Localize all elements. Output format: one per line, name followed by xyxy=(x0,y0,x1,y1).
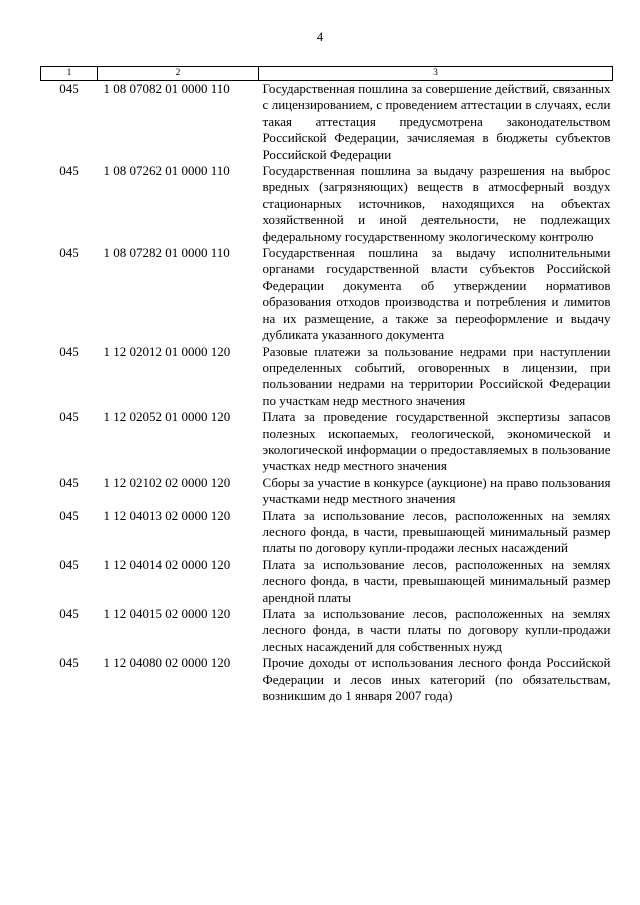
admin-code-cell: 045 xyxy=(59,655,79,671)
admin-code-cell: 045 xyxy=(59,409,79,425)
revenue-name-cell: Государственная пошлина за выдачу разрешения на выброс вредных (загрязняющих) веществ в атмосферный воздух стационарных источников, находящихся на объектах хозяйственной и иной деятельности, не подлежащих федеральному государственному экологическому контролю xyxy=(262,163,611,244)
table-row xyxy=(41,81,613,164)
revenue-codes-table xyxy=(40,66,613,704)
budget-classification-code-cell: 1 12 04014 02 0000 120 xyxy=(103,556,231,572)
admin-code-cell: 045 xyxy=(59,556,79,572)
budget-classification-code-cell: 1 08 07082 01 0000 110 xyxy=(103,81,230,96)
table-row xyxy=(41,508,613,557)
table-row xyxy=(41,606,613,655)
header-col-2: 2 xyxy=(98,67,259,81)
revenue-name-cell: Сборы за участие в конкурсе (аукционе) на право пользования участками недр местного значения xyxy=(262,474,611,507)
revenue-name-cell: Государственная пошлина за выдачу исполнительными органами государственной власти субъектов Российской Федерации документа об утверждении нормативов образования отходов производства и потребления и лимитов на их размещение, а также за переоформление и выдачу дубликата указанного документа xyxy=(262,245,611,343)
admin-code-cell: 045 xyxy=(59,507,79,523)
header-col-3: 3 xyxy=(259,67,613,81)
budget-classification-code-cell: 1 12 02012 01 0000 120 xyxy=(103,343,231,359)
admin-code-cell: 045 xyxy=(59,163,79,179)
table-row xyxy=(41,557,613,606)
admin-code-cell: 045 xyxy=(59,81,79,96)
budget-classification-code-cell: 1 08 07282 01 0000 110 xyxy=(103,245,230,261)
budget-classification-code-cell: 1 12 02102 02 0000 120 xyxy=(103,474,231,490)
budget-classification-code-cell: 1 08 07262 01 0000 110 xyxy=(103,163,230,179)
revenue-name-cell: Разовые платежи за пользование недрами при наступлении определенных событий, оговоренных в лицензии, при пользовании недрами на территории Российской Федерации по участкам недр местного значения xyxy=(262,343,611,408)
admin-code-cell: 045 xyxy=(59,474,79,490)
revenue-name-cell: Плата за использование лесов, расположенных на землях лесного фонда, в части, превышающей минимальный размер платы по договору купли-продажи лесных насаждений xyxy=(262,507,611,556)
admin-code-cell: 045 xyxy=(59,343,79,359)
page-number: 4 xyxy=(316,30,324,44)
revenue-name-cell: Плата за использование лесов, расположенных на землях лесного фонда, в части, превышающей минимальный размер арендной платы xyxy=(262,556,611,605)
table-row xyxy=(41,163,613,245)
revenue-name-cell: Плата за проведение государственной экспертизы запасов полезных ископаемых, геологической, экономической и экологической информации о предоставляемых в пользование участках недр местного значения xyxy=(262,409,611,474)
budget-classification-code-cell: 1 12 04015 02 0000 120 xyxy=(103,606,231,621)
table-header-row xyxy=(41,67,613,81)
table-row xyxy=(41,655,613,704)
revenue-name-cell: Государственная пошлина за совершение действий, связанных с лицензированием, с проведением аттестации в случаях, если такая аттестация предусмотрена законодательством Российской Федерации, зачисляемая в бюджеты субъектов Российской Федерации xyxy=(262,81,611,162)
budget-classification-code-cell: 1 12 04080 02 0000 120 xyxy=(103,655,231,671)
table-row xyxy=(41,245,613,343)
admin-code-cell: 045 xyxy=(59,606,79,621)
revenue-name-cell: Плата за использование лесов, расположенных на землях лесного фонда, в части платы по договору купли-продажи лесных насаждений для собственных нужд xyxy=(262,606,611,654)
revenue-name-cell: Прочие доходы от использования лесного фонда Российской Федерации и лесов иных категорий (по обязательствам, возникшим до 1 января 2007 года) xyxy=(262,655,611,704)
admin-code-cell: 045 xyxy=(59,245,79,261)
table-row xyxy=(41,475,613,508)
table-row xyxy=(41,344,613,410)
budget-classification-code-cell: 1 12 02052 01 0000 120 xyxy=(103,409,231,425)
budget-classification-code-cell: 1 12 04013 02 0000 120 xyxy=(103,507,231,523)
table-row xyxy=(41,409,613,475)
header-col-1: 1 xyxy=(41,67,98,81)
